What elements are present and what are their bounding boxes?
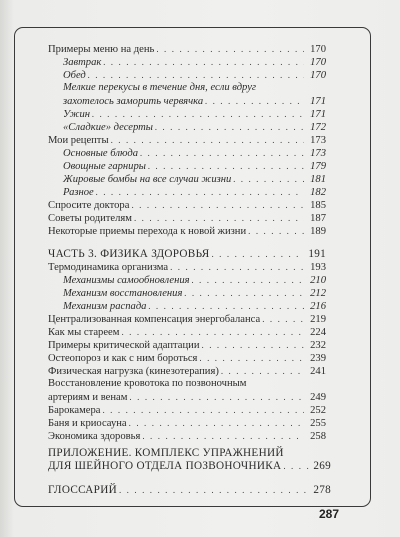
toc-entry-page: 170 [310,44,326,55]
toc-entry-title: Мои рецепты [48,135,109,146]
toc-entry-title: Примеры меню на день [48,44,155,55]
toc-entry[interactable] [48,261,326,274]
toc-entry-title: Основные блюда [63,148,139,159]
leader-dots [134,212,304,224]
toc-entry-title[interactable]: Восстановление кровотока по позвоночным [48,378,247,389]
toc-entry-title: Барокамера [48,405,101,416]
leader-dots [131,199,304,211]
leader-dots [199,352,304,364]
leader-dots [233,173,304,185]
toc-entry-page: 258 [310,431,326,442]
toc-entry-title: Жировые бомбы на все случаи жизни [63,174,232,185]
toc-part-heading[interactable] [48,248,326,260]
leader-dots [155,121,304,133]
leader-dots [184,287,304,299]
toc-entry-page: 173 [310,135,326,146]
toc-entry-page: 193 [310,262,326,273]
leader-dots [202,339,304,351]
leader-dots [119,484,309,496]
toc-entry-page: 212 [310,288,326,299]
toc-entry-page: 170 [310,57,326,68]
toc-entry-page: 191 [308,248,326,260]
toc-entry[interactable] [48,391,326,404]
toc-appendix-heading[interactable]: ПРИЛОЖЕНИЕ. КОМПЛЕКС УПРАЖНЕНИЙ [48,447,284,459]
toc-entry-page: 210 [310,275,326,286]
toc-entry-page: 224 [310,327,326,338]
leader-dots [283,460,309,472]
toc-entry[interactable] [48,417,326,430]
toc-entry[interactable] [63,147,326,160]
toc-entry[interactable] [63,274,326,287]
toc-entry-title: Экономика здоровья [48,431,141,442]
toc-entry[interactable] [48,225,326,238]
toc-entry[interactable] [48,404,326,417]
leader-dots [142,430,304,442]
toc-entry-page: 181 [310,174,326,185]
toc-entry[interactable] [63,69,326,82]
leader-dots [148,160,304,172]
toc-entry-title[interactable]: Мелкие перекусы в течение дня, если вдруг [63,82,257,93]
toc-entry-title: Централизованная компенсация энергобаланса [48,314,261,325]
toc-entry[interactable] [48,352,326,365]
leader-dots [221,365,304,377]
toc-entry-page: 170 [310,70,326,81]
toc-entry-page: 239 [310,353,326,364]
toc-entry-title: Разное [63,187,94,198]
toc-entry-title: Баня и криосауна [48,418,127,429]
toc-entry[interactable] [48,43,326,56]
leader-dots [211,248,304,260]
toc-entry[interactable] [48,326,326,339]
toc-entry-title: Остеопороз и как с ним бороться [48,353,198,364]
toc-entry[interactable] [63,300,326,313]
leader-dots [170,261,304,273]
toc-entry[interactable] [48,430,326,443]
leader-dots [121,326,304,338]
toc-entry-title: Механизм восстановления [63,288,183,299]
leader-dots [111,134,304,146]
toc-entry-title: Некоторые приемы перехода к новой жизни [48,226,247,237]
toc-entry[interactable] [63,287,326,300]
toc-entry[interactable] [63,56,326,69]
leader-dots [129,391,304,403]
toc-entry-page: 171 [310,96,326,107]
toc-entry-title: Физическая нагрузка (кинезотерапия) [48,366,219,377]
toc-entry-title: Термодинамика организма [48,262,169,273]
toc-entry[interactable] [48,212,326,225]
toc-entry-title: артериям и венам [48,392,128,403]
toc-entry[interactable] [63,108,326,121]
toc-entry-title: Овощные гарниры [63,161,146,172]
toc-entry[interactable] [63,121,326,134]
leader-dots [102,404,304,416]
leader-dots [96,186,304,198]
toc-entry[interactable] [48,313,326,326]
toc-entry-page: 249 [310,392,326,403]
toc-entry-title: Механизм распада [63,301,147,312]
toc-entry[interactable] [48,365,326,378]
leader-dots [140,147,304,159]
toc-appendix-entry[interactable] [48,460,331,472]
toc-entry-page: 241 [310,366,326,377]
toc-glossary-entry[interactable] [48,484,331,496]
toc-entry[interactable] [48,134,326,147]
leader-dots [205,95,304,107]
toc-entry-page: 216 [310,301,326,312]
leader-dots [262,313,304,325]
leader-dots [103,56,304,68]
toc-entry-page: 232 [310,340,326,351]
toc-entry-page: 252 [310,405,326,416]
toc-entry[interactable] [48,199,326,212]
leader-dots [248,225,304,237]
leader-dots [129,417,304,429]
toc-entry-title: ГЛОССАРИЙ [48,484,117,496]
toc-entry-title: захотелось заморить червячка [63,96,204,107]
toc-entry-page: 255 [310,418,326,429]
toc-entry-title: Ужин [63,109,91,120]
toc-entry-page: 187 [310,213,326,224]
leader-dots [92,108,304,120]
leader-dots [192,274,304,286]
toc-entry-page: 173 [310,148,326,159]
leader-dots [148,300,304,312]
leader-dots [156,43,304,55]
toc-entry-title: Механизмы самообновления [63,275,190,286]
toc-entry-title: Завтрак [63,57,102,68]
toc-entry-title: ЧАСТЬ 3. ФИЗИКА ЗДОРОВЬЯ [48,248,210,260]
toc-entry-page: 269 [313,460,331,472]
toc-entry[interactable] [63,173,326,186]
toc-entry-title: ДЛЯ ШЕЙНОГО ОТДЕЛА ПОЗВОНОЧНИКА [48,460,282,472]
toc-entry-title: Спросите доктора [48,200,130,211]
page-number: 287 [319,507,340,521]
toc-entry-page: 278 [313,484,331,496]
toc-entry-page: 179 [310,161,326,172]
toc-entry-title: Обед [63,70,86,81]
toc-entry[interactable] [63,160,326,173]
toc-entry-page: 182 [310,187,326,198]
toc-entry-page: 172 [310,122,326,133]
toc-entry[interactable] [48,339,326,352]
toc-entry-title: «Сладкие» десерты [63,122,153,133]
toc-entry[interactable] [63,186,326,199]
toc-entry-title: Советы родителям [48,213,132,224]
toc-entry-page: 185 [310,200,326,211]
toc-entry-title: Как мы стареем [48,327,120,338]
toc-entry-page: 189 [310,226,326,237]
toc-entry-title: Примеры критической адаптации [48,340,200,351]
toc-entry[interactable] [63,95,326,108]
toc-entry-page: 219 [310,314,326,325]
toc-entry-page: 171 [310,109,326,120]
leader-dots [88,69,304,81]
